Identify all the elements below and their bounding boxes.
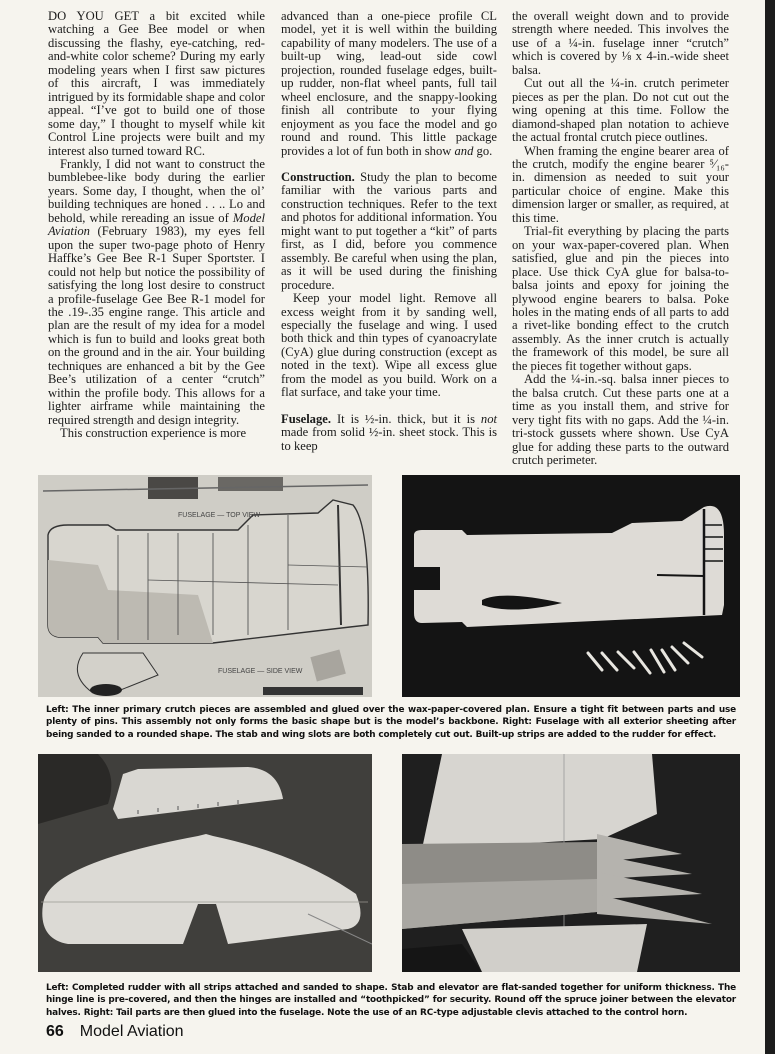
svg-text:FUSELAGE — TOP VIEW: FUSELAGE — TOP VIEW <box>178 512 261 519</box>
page-footer <box>46 1023 184 1041</box>
drop-lead: DO YOU GET <box>48 9 139 23</box>
svg-text:FUSELAGE — SIDE VIEW: FUSELAGE — SIDE VIEW <box>218 668 303 675</box>
section-heading-fuselage: Fuselage. <box>281 411 332 426</box>
paragraph: Cut out all the ¼-in. crutch perimeter pieces as per the plan. Do not cut out the wing opening at this time. Follow the diamond-shaped plan notation to achieve the actual frontal crutch piece outlines. <box>512 76 729 145</box>
text-column-1 <box>48 10 265 441</box>
text-column-3 <box>512 10 729 467</box>
paragraph: DO YOU GET a bit excited while watching a Gee Bee model or when discussing the flashy, eye-catching, red-and-white color scheme? During my early modeling years when I first saw pictures of this aircraft, I was immediately intrigued by its formidable shape and color appeal. “I’ve got to build one of those some day,” I thought to myself while kit Control Line projects were built and my interest also turned toward RC. <box>48 9 265 158</box>
photo-tail-glued-to-fuselage <box>402 754 740 972</box>
paragraph: When framing the engine bearer area of the crutch, modify the engine bearer ⁵⁄₁₆-in. dimension as needed to suit your particular choice of engine. Make this dimension larger or smaller, as required, at this time. <box>512 143 729 225</box>
plan-drawing-image <box>38 475 372 697</box>
text-column-2 <box>281 10 497 453</box>
paragraph: This construction experience is more <box>60 426 247 441</box>
paragraph: Keep your model light. Remove all excess weight from it by sanding well, especially the fuselage and wing. I used both thick and thin types of cyanoacrylate (CyA) glue during construction (except as noted in the text). Wipe all excess glue from the model as you build. Work on a flat surface, and take your time. <box>281 291 497 400</box>
publication-name: Model Aviation <box>79 1023 184 1040</box>
page-number: 66 <box>46 1023 64 1040</box>
section-heading-construction: Construction. <box>281 169 355 184</box>
paragraph: the overall weight down and to provide strength where needed. This involves the use of a ¼-in. fuselage inner “crutch” which is covered by ⅛ x 4-in.-wide sheet balsa. <box>512 9 729 77</box>
paragraph: Construction. Study the plan to become familiar with the various parts and construction techniques. Refer to the text and photos for additional information. You might want to put together a “kit” of parts first, as I did, before you commence assembly. Be careful when using the plan, as it will be used during the finishing procedure. <box>281 169 497 292</box>
paragraph: Trial-fit everything by placing the parts on your wax-paper-covered plan. When satisfied, glue and pin the pieces into place. Use thick CyA glue for balsa-to-balsa joints and epoxy for joining the plywood engine bearers to balsa. Poke holes in the mating ends of all parts to add a rivet-like bonding effect to the crutch assembly. As the inner crutch is actually the framework of this model, be sure all the pieces fit together without gaps. <box>512 224 729 373</box>
fuselage-photo-image <box>402 475 740 697</box>
tail-assembly-photo-image <box>402 754 740 972</box>
paragraph: Add the ¼-in.-sq. balsa inner pieces to the balsa crutch. Cut these parts one at a time as you install them, and strive for very tight fits with no gaps. Add the ¼-in. tri-stock gussets where shown. Use CyA glue for adding these parts to the outward crutch perimeter. <box>512 372 729 467</box>
tail-parts-photo-image <box>38 754 372 972</box>
page-edge <box>765 0 775 1054</box>
photo-caption-top: Left: The inner primary crutch pieces are assembled and glued over the wax-paper-covered plan. Ensure a tight fit between parts and use plenty of pins. This assembly not only forms the basic shape but is the model’s backbone. Right: Fuselage with all exterior sheeting after being sanded to a rounded shape. The stab and wing slots are both completely cut out. Built-up strips are added to the rudder for effect. <box>46 705 736 740</box>
photo-sheeted-fuselage <box>402 475 740 697</box>
photo-crutch-on-plan <box>38 475 372 697</box>
photo-rudder-and-stab <box>38 754 372 972</box>
photo-caption-bottom: Left: Completed rudder with all strips attached and sanded to shape. Stab and elevator are flat-sanded together for uniform thickness. The hinge line is pre-covered, and then the hinges are installed and “toothpicked” for security. Round off the spruce joiner between the elevator halves. Right: Tail parts are then glued into the fuselage. Note the use of an RC-type adjustable clevis attached to the control horn. <box>46 983 736 1018</box>
paragraph: Fuselage. It is ½-in. thick, but it is not made from solid ½-in. sheet stock. This is to keep <box>281 411 497 453</box>
paragraph: advanced than a one-piece profile CL model, yet it is well within the building capability of many modelers. The use of a built-up wing, lead-out side cowl projection, rounded fuselage edges, built-up rudder, non-flat wheel pants, full tail wheel enclosure, and the snappy-looking finish all contribute to your flying enjoyment as you face the model and go round and round. This little package provides a lot of fun both in show and go. <box>281 9 497 158</box>
paragraph: Frankly, I did not want to construct the bumblebee-like body during the earlier years. Some day, I thought, when the ol’ building techniques are honed . . .. Lo and behold, while rereading an issue of Model Aviation (February 1983), my eyes fell upon the super two-page photo of Henry Haffke’s Gee Bee R-1 Super Sportster. I could not help but notice the possibility of satisfying the long lost desire to construct a profile-fuselage Gee Bee R-1 model for the .19-.35 engine range. This article and plan are the result of my idea for a model which is fun to build and looks great both on the ground and in the air. Your building techniques are enhanced a bit by the Gee Bee’s utilization of a center “crutch” within the profile body. This allows for a lighter airframe while maintaining the required strength and design integrity. <box>48 156 265 427</box>
